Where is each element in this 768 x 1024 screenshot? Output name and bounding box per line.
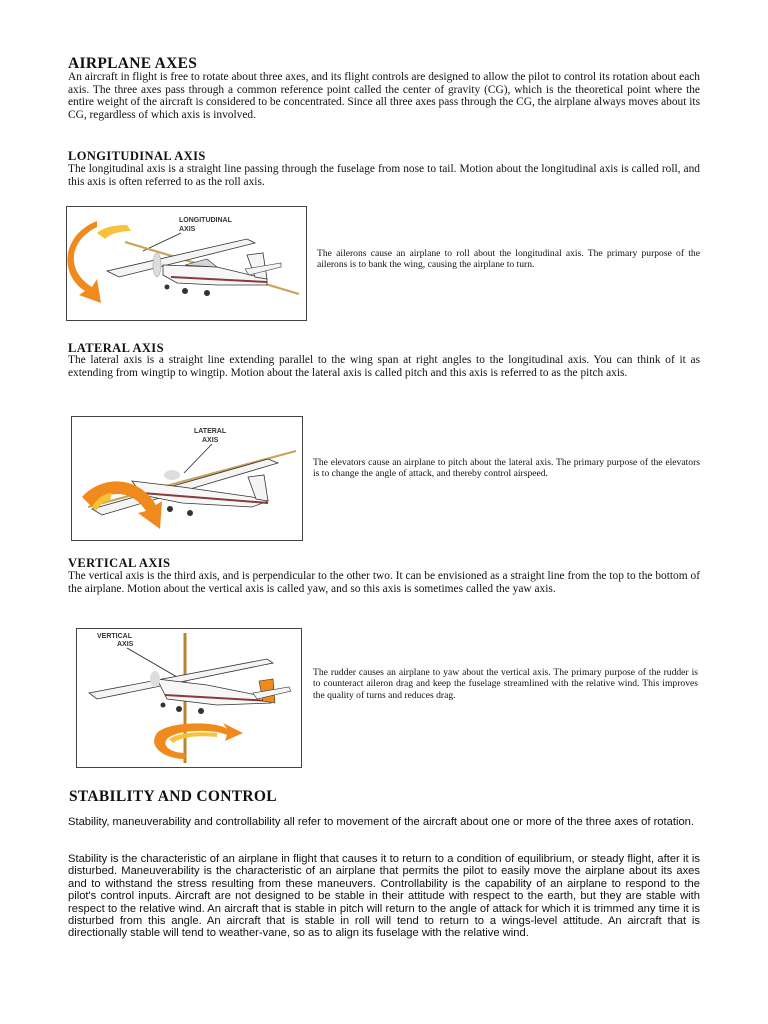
longitudinal-paragraph: The longitudinal axis is a straight line passing through the fuselage from nose to tail. Motion about the longitudinal axis is called roll, and this axis is often referred to as the roll axis. xyxy=(68,163,700,188)
vertical-figure-label-1: VERTICAL xyxy=(97,633,132,640)
longitudinal-figure-label-1: LONGITUDINAL xyxy=(179,217,232,224)
vertical-axis-figure xyxy=(76,628,302,768)
lateral-heading: LATERAL AXIS xyxy=(68,341,164,355)
lateral-figure-label-2: AXIS xyxy=(202,437,219,444)
longitudinal-heading: LONGITUDINAL AXIS xyxy=(68,149,206,163)
vertical-figure-label-2: AXIS xyxy=(117,641,134,648)
lateral-axis-figure xyxy=(71,416,303,541)
longitudinal-airplane-illustration xyxy=(67,207,306,320)
lateral-caption: The elevators cause an airplane to pitch about the lateral axis. The primary purpose of the elevators is to change the angle of attack, and thereby control airspeed. xyxy=(313,457,700,480)
yaw-arrow xyxy=(154,723,243,759)
longitudinal-caption: The ailerons cause an airplane to roll about the longitudinal axis. The primary purpose of the ailerons is to bank the wing, causing the airplane to turn. xyxy=(317,248,700,271)
lateral-paragraph: The lateral axis is a straight line extending parallel to the wing span at right angles to the longitudinal axis. You can think of it as extending from wingtip to wingtip. Motion about the lateral axis is called pitch and this axis is referred to as the pitch axis. xyxy=(68,354,700,379)
lateral-figure-label-1: LATERAL xyxy=(194,428,227,435)
vertical-heading: VERTICAL AXIS xyxy=(68,556,171,570)
longitudinal-axis-figure xyxy=(66,206,307,321)
vertical-airplane-illustration xyxy=(77,629,301,767)
vertical-caption: The rudder causes an airplane to yaw about the vertical axis. The primary purpose of the rudder is to counteract aileron drag and keep the fuselage streamlined with the relative wind. This improves the quality of turns and reduces drag. xyxy=(313,667,698,701)
stability-heading: STABILITY AND CONTROL xyxy=(69,788,277,805)
vertical-paragraph: The vertical axis is the third axis, and is perpendicular to the other two. It can be envisioned as a straight line from the top to the bottom of the airplane. Motion about the vertical axis is called yaw, and so this axis is sometimes called the yaw axis. xyxy=(68,570,700,595)
stability-intro-paragraph: Stability, maneuverability and controllability all refer to movement of the aircraft about one or more of the three axes of rotation. xyxy=(68,816,694,828)
longitudinal-figure-label-2: AXIS xyxy=(179,226,196,233)
roll-arrow xyxy=(67,221,101,303)
lateral-airplane-illustration xyxy=(72,417,302,540)
page-title: AIRPLANE AXES xyxy=(68,55,198,72)
intro-paragraph: An aircraft in flight is free to rotate about three axes, and its flight controls are designed to allow the pilot to control its rotation about each axis. The three axes pass through a common reference point called the center of gravity (CG), which is the theoretical point where the entire weight of the aircraft is considered to be concentrated. Since all three axes pass through the CG, the airplane always moves about its CG, regardless of which axis is involved. xyxy=(68,71,700,121)
stability-definition-paragraph: Stability is the characteristic of an airplane in flight that causes it to return to a condition of equilibrium, or steady flight, after it is disturbed. Maneuverability is the characteristic of an airplane that permits the pilot to easily move the airplane about its axes and to withstand the stress resulting from these maneuvers. Controllability is the capability of an airplane to respond to the pilot's control inputs. Aircraft are not designed to be stable in their attitude with respect to the earth, but they are stable with respect to the relative wind. An aircraft that is stable in pitch will return to the angle of attack for which it is trimmed any time it is disturbed from this angle. An aircraft that is stable in roll will tend to return to a wings-level attitude. An aircraft that is directionally stable will tend to weather-vane, so as to align its fuselage with the relative wind. xyxy=(68,853,700,940)
